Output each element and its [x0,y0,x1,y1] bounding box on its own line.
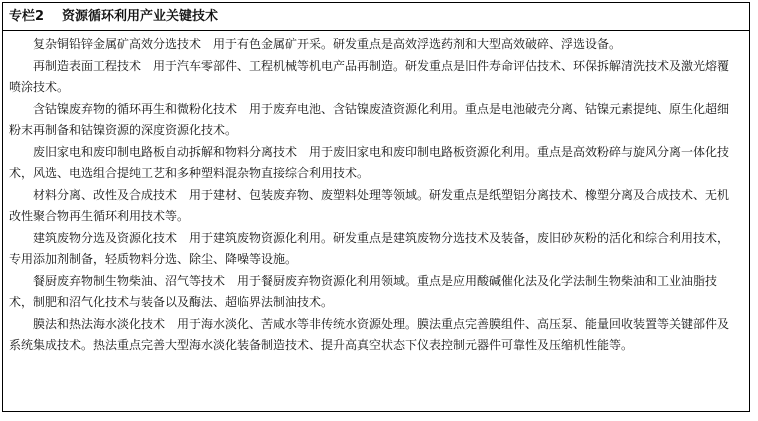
tech-description: 用于废旧家电和废印制电路板资源化利用。重点是高效粉碎与旋风分离一体化技术，风选、电选组合提纯工艺和多种塑料混杂物直接综合利用技术。 [9,144,730,180]
tech-name: 含钴镍废弃物的循环再生和微粉化技术 [33,101,238,116]
tech-name: 复杂铜铅锌金属矿高效分选技术 [33,37,202,51]
tech-paragraph [9,314,737,357]
tech-paragraph [9,142,737,185]
tech-name: 建筑废物分选及资源化技术 [33,230,178,245]
tech-paragraph [9,99,737,142]
tech-description: 用于海水淡化、苦咸水等非传统水资源处理。膜法重点完善膜组件、高压泵、能量回收装置等关键部件及系统集成技术。热法重点完善大型海水淡化装备制造技术、提升高真空状态下仪表控制元器件可靠性及压缩机性能等。 [9,316,730,352]
tech-name: 膜法和热法海水淡化技术 [33,316,166,331]
tech-name: 材料分离、改性及合成技术 [33,187,178,202]
tech-description: 用于餐厨废弃物资源化利用领域。重点是应用酸碱催化法及化学法制生物柴油和工业油脂技术，制肥和沼气化技术与装备以及酶法、超临界法制油技术。 [9,273,718,309]
column-header [3,3,749,31]
tech-name: 再制造表面工程技术 [33,58,142,73]
tech-description: 用于建筑废物资源化利用。研发重点是建筑废物分选技术及装备，废旧砂灰粉的活化和综合利用技术，专用添加剂制备，轻质物料分选、除尘、降噪等设施。 [9,230,730,266]
tech-description: 用于有色金属矿开采。研发重点是高效浮选药剂和大型高效破碎、浮选设备。 [213,37,622,51]
tech-description: 用于废弃电池、含钴镍废渣资源化利用。重点是电池破壳分离、钴镍元素提纯、原生化超细粉末再制备和钴镍资源的深度资源化技术。 [9,101,730,137]
column-title: 资源循环利用产业关键技术 [62,9,219,24]
tech-paragraph [9,228,737,271]
tech-name: 废旧家电和废印制电路板自动拆解和物料分离技术 [33,144,298,159]
tech-paragraph [9,56,737,99]
tech-description: 用于汽车零部件、工程机械等机电产品再制造。研发重点是旧件寿命评估技术、环保拆解清洗技术及激光熔覆喷涂技术。 [9,58,730,94]
column-box [2,2,750,412]
tech-paragraph [9,271,737,314]
tech-name: 餐厨废弃物制生物柴油、沼气等技术 [33,273,226,288]
tech-paragraph [9,34,737,56]
column-tag: 专栏2 [9,9,45,24]
column-body [3,31,749,357]
tech-description: 用于建材、包装废弃物、废塑料处理等领域。研发重点是纸塑铝分离技术、橡塑分离及合成技术、无机改性聚合物再生循环利用技术等。 [9,187,730,223]
tech-paragraph [9,185,737,228]
